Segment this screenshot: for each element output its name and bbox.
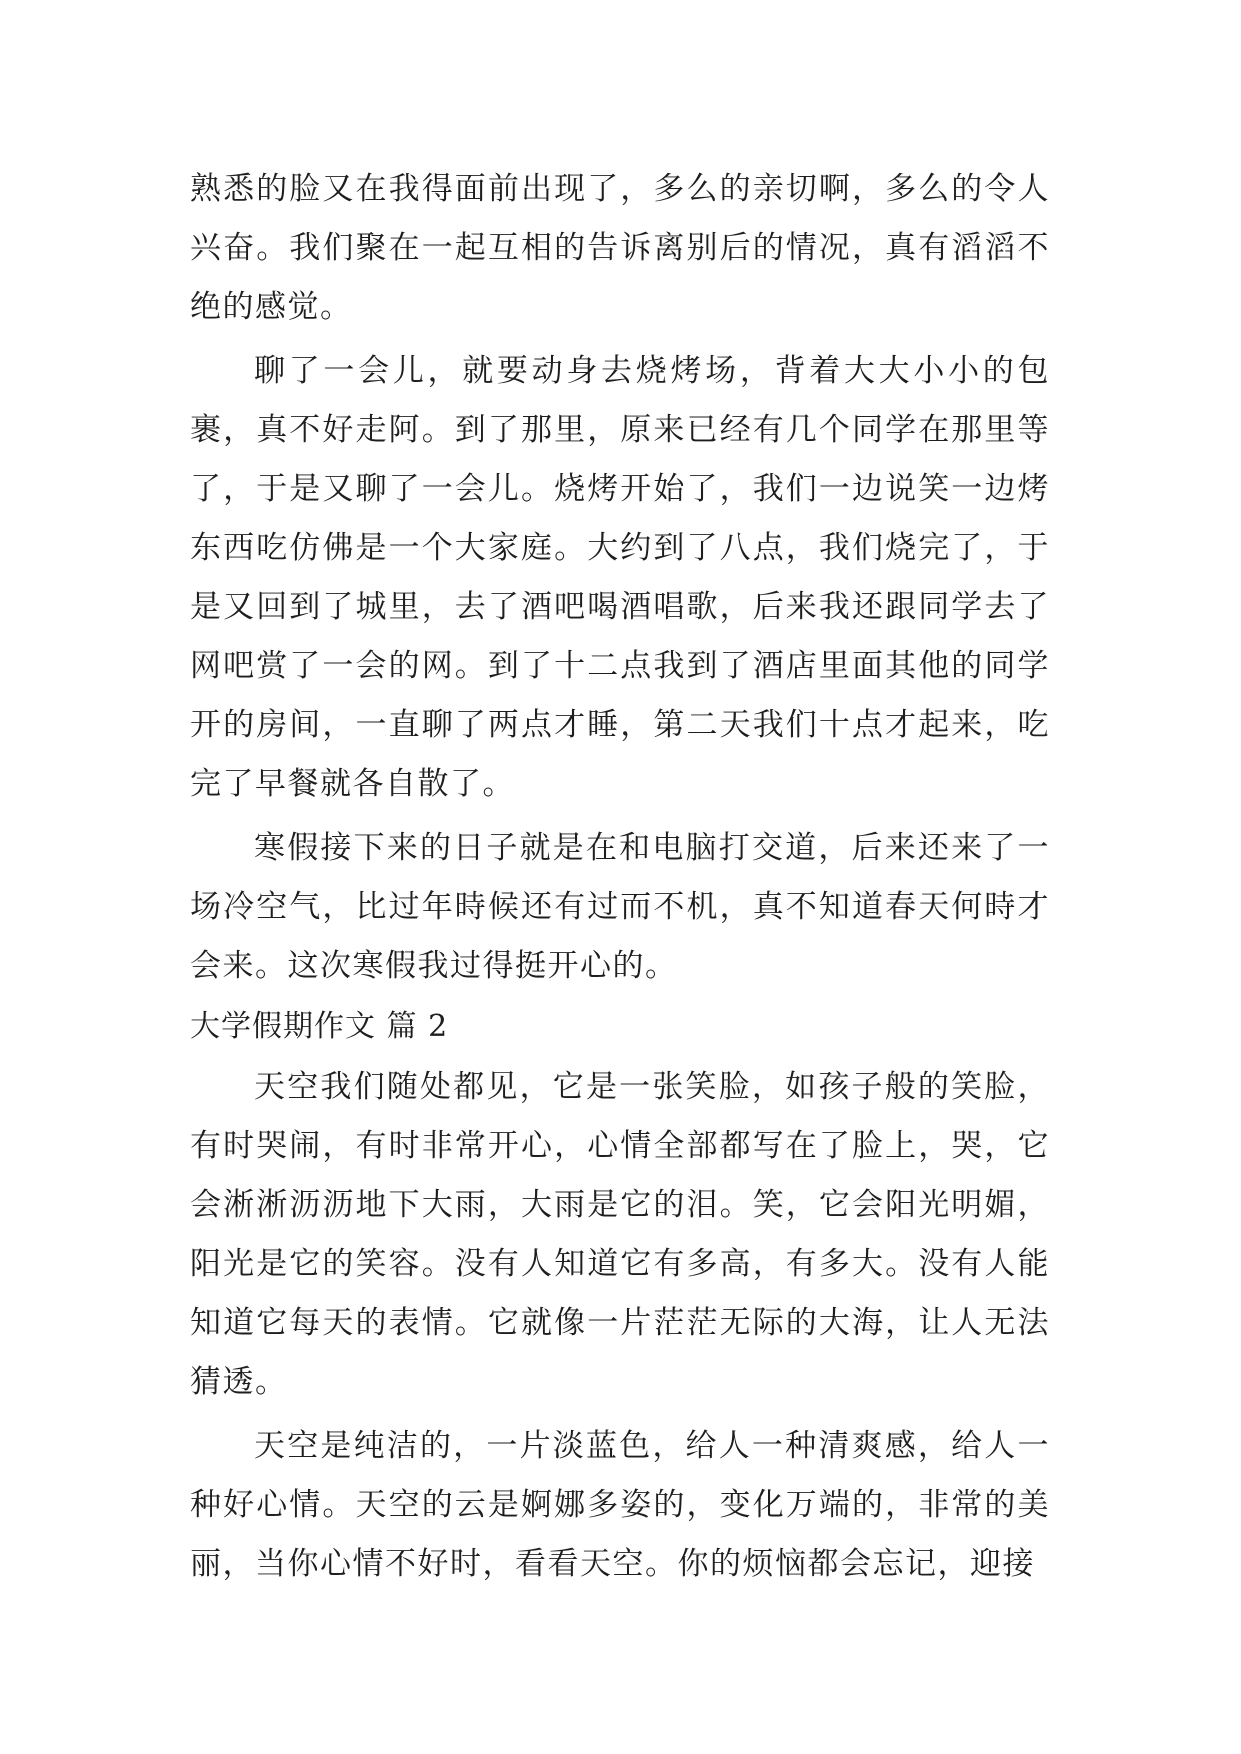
section-heading: 大学假期作文 篇 2 [190, 1009, 449, 1044]
document-body [190, 160, 1050, 1594]
paragraph-winter-break: 寒假接下来的日子就是在和电脑打交道，后来还来了一场冷空气，比过年時候还有过而不机，真不知道春天何時才会来。这次寒假我过得挺开心的。 [190, 830, 1050, 984]
paragraph-reunion: 熟悉的脸又在我得面前出现了，多么的亲切啊，多么的令人兴奋。我们聚在一起互相的告诉离别后的情况，真有滔滔不绝的感觉。 [190, 171, 1050, 325]
paragraph-sky-face: 天空我们随处都见，它是一张笑脸，如孩子般的笑脸，有时哭闹，有时非常开心，心情全部都写在了脸上，哭，它会淅淅沥沥地下大雨，大雨是它的泪。笑，它会阳光明媚，阳光是它的笑容。没有人知道它有多高，有多大。没有人能知道它每天的表情。它就像一片茫茫无际的大海，让人无法猜透。 [190, 1069, 1050, 1400]
paragraph-sky-pure: 天空是纯洁的，一片淡蓝色，给人一种清爽感，给人一种好心情。天空的云是婀娜多姿的，变化万端的，非常的美丽，当你心情不好时，看看天空。你的烦恼都会忘记，迎接 [190, 1428, 1050, 1582]
paragraph-barbecue: 聊了一会儿，就要动身去烧烤场，背着大大小小的包裹，真不好走阿。到了那里，原来已经有几个同学在那里等了，于是又聊了一会儿。烧烤开始了，我们一边说笑一边烤东西吃仿佛是一个大家庭。大约到了八点，我们烧完了，于是又回到了城里，去了酒吧喝酒唱歌，后来我还跟同学去了网吧赏了一会的网。到了十二点我到了酒店里面其他的同学开的房间，一直聊了两点才睡，第二天我们十点才起来，吃完了早餐就各自散了。 [190, 353, 1050, 802]
